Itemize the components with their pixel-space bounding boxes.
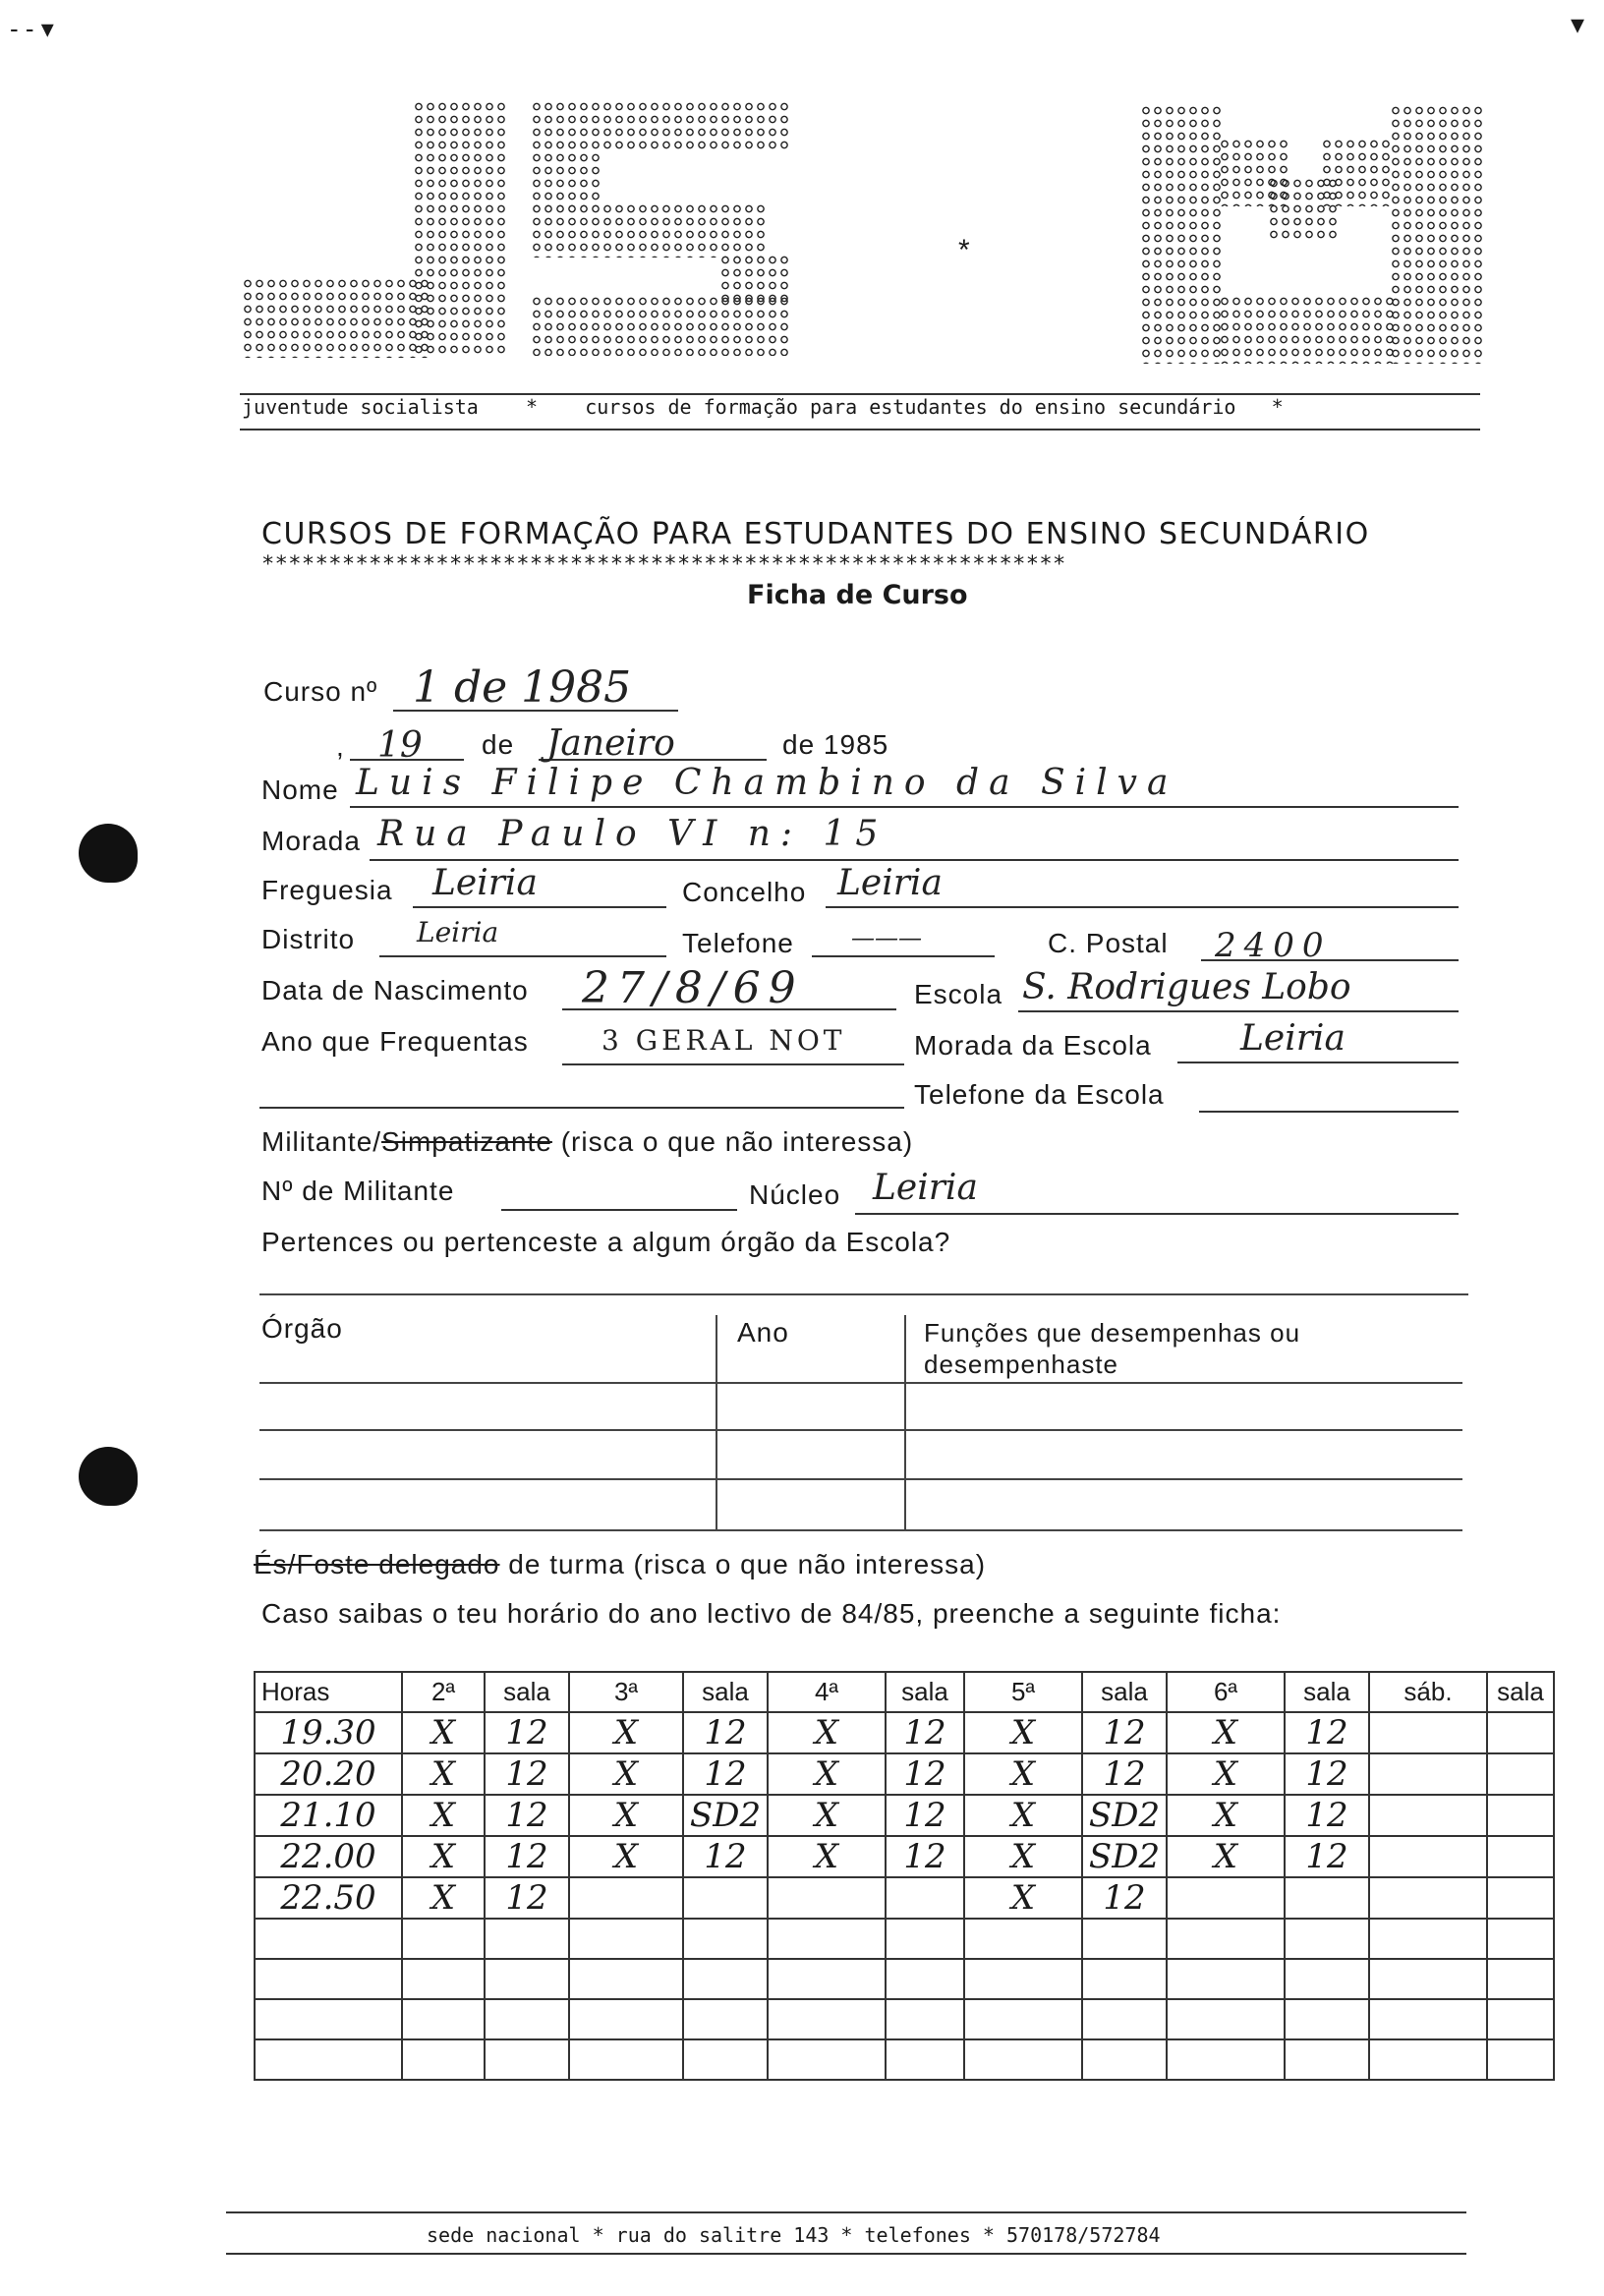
- schedule-cell[interactable]: [485, 1919, 569, 1959]
- schedule-cell[interactable]: X: [964, 1712, 1082, 1753]
- telefone-escola-field[interactable]: [1199, 1111, 1459, 1113]
- form-heading: CURSOS DE FORMAÇÃO PARA ESTUDANTES DO ENSINO SECUNDÁRIO: [261, 517, 1370, 551]
- scan-mark: ▾: [1571, 9, 1585, 39]
- schedule-cell[interactable]: [1487, 2039, 1554, 2080]
- schedule-cell[interactable]: [1167, 1877, 1285, 1919]
- schedule-cell[interactable]: X: [402, 1753, 485, 1795]
- schedule-cell[interactable]: [1082, 1919, 1167, 1959]
- schedule-cell[interactable]: X: [569, 1795, 683, 1836]
- schedule-cell[interactable]: X: [768, 1753, 886, 1795]
- orgao-col-header: Órgão: [261, 1313, 343, 1344]
- schedule-cell[interactable]: [886, 1877, 964, 1919]
- blank-line: [259, 1107, 904, 1109]
- schedule-cell[interactable]: [1082, 1959, 1167, 1999]
- form-subheading: Ficha de Curso: [747, 580, 968, 610]
- schedule-cell[interactable]: [255, 1919, 402, 1959]
- schedule-col-header: 5ª: [964, 1672, 1082, 1712]
- schedule-cell[interactable]: 22.50: [255, 1877, 402, 1919]
- schedule-cell[interactable]: 22.00: [255, 1836, 402, 1877]
- schedule-cell[interactable]: [255, 2039, 402, 2080]
- schedule-cell[interactable]: SD2: [1082, 1836, 1167, 1877]
- schedule-cell[interactable]: 20.20: [255, 1753, 402, 1795]
- schedule-col-header: sala: [886, 1672, 964, 1712]
- schedule-col-header: sala: [1082, 1672, 1167, 1712]
- curso-label: Curso nº: [263, 676, 378, 707]
- schedule-cell[interactable]: [1487, 1999, 1554, 2039]
- schedule-cell[interactable]: [569, 1999, 683, 2039]
- schedule-cell[interactable]: X: [964, 1753, 1082, 1795]
- schedule-cell[interactable]: X: [1167, 1836, 1285, 1877]
- schedule-cell[interactable]: 12: [886, 1795, 964, 1836]
- schedule-cell[interactable]: [1369, 1999, 1487, 2039]
- morada-label: Morada: [261, 826, 361, 856]
- morada-escola-label: Morada da Escola: [914, 1030, 1152, 1061]
- table-row: [255, 1959, 1554, 1999]
- schedule-cell[interactable]: [402, 1959, 485, 1999]
- schedule-cell[interactable]: [768, 2039, 886, 2080]
- date-de-2: de 1985: [782, 729, 889, 760]
- num-militante-label: Nº de Militante: [261, 1176, 455, 1206]
- ano-label: Ano que Frequentas: [261, 1026, 529, 1057]
- schedule-cell[interactable]: 12: [1082, 1877, 1167, 1919]
- schedule-cell[interactable]: [964, 1919, 1082, 1959]
- form-heading-stars: ************************************************************: [261, 552, 1066, 577]
- schedule-col-header: sala: [485, 1672, 569, 1712]
- schedule-cell[interactable]: [1487, 1836, 1554, 1877]
- schedule-col-header: 2ª: [402, 1672, 485, 1712]
- schedule-cell[interactable]: 12: [886, 1712, 964, 1753]
- nome-value[interactable]: Luis Filipe Chambino da Silva: [356, 763, 1178, 803]
- schedule-cell[interactable]: [569, 1877, 683, 1919]
- schedule-cell[interactable]: 12: [1285, 1836, 1369, 1877]
- schedule-cell[interactable]: [1167, 1959, 1285, 1999]
- schedule-cell[interactable]: X: [768, 1795, 886, 1836]
- schedule-cell[interactable]: 12: [886, 1753, 964, 1795]
- schedule-cell[interactable]: X: [964, 1795, 1082, 1836]
- schedule-col-header: sala: [1487, 1672, 1554, 1712]
- date-month[interactable]: Janeiro: [546, 723, 675, 764]
- schedule-cell[interactable]: 12: [485, 1836, 569, 1877]
- schedule-cell[interactable]: X: [569, 1753, 683, 1795]
- schedule-cell[interactable]: SD2: [683, 1795, 768, 1836]
- morada-value[interactable]: Rua Paulo VI n: 15: [377, 814, 888, 854]
- schedule-cell[interactable]: 19.30: [255, 1712, 402, 1753]
- header-rule-bottom: [240, 429, 1480, 430]
- nucleo-label: Núcleo: [749, 1179, 841, 1210]
- table-row: [255, 1877, 1554, 1919]
- schedule-cell[interactable]: [1285, 2039, 1369, 2080]
- schedule-cell[interactable]: 12: [683, 1753, 768, 1795]
- schedule-cell[interactable]: X: [768, 1836, 886, 1877]
- schedule-cell[interactable]: X: [402, 1712, 485, 1753]
- schedule-cell[interactable]: X: [1167, 1795, 1285, 1836]
- schedule-cell[interactable]: X: [1167, 1712, 1285, 1753]
- schedule-cell[interactable]: [1487, 1753, 1554, 1795]
- schedule-cell[interactable]: X: [964, 1877, 1082, 1919]
- schedule-cell[interactable]: [1369, 1795, 1487, 1836]
- funcoes-col-header: Funções que desempenhas ou desempenhaste: [924, 1318, 1301, 1379]
- schedule-cell[interactable]: [1285, 1877, 1369, 1919]
- schedule-cell[interactable]: [886, 1999, 964, 2039]
- schedule-cell[interactable]: [1369, 1877, 1487, 1919]
- schedule-cell[interactable]: [683, 2039, 768, 2080]
- telefone-escola-label: Telefone da Escola: [914, 1079, 1165, 1110]
- ano-col-header: Ano: [737, 1317, 789, 1348]
- schedule-col-header: sáb.: [1369, 1672, 1487, 1712]
- schedule-cell[interactable]: [768, 1877, 886, 1919]
- militante-hint: (risca o que não interessa): [560, 1126, 914, 1157]
- schedule-cell[interactable]: [1369, 1712, 1487, 1753]
- schedule-cell[interactable]: [1285, 1919, 1369, 1959]
- schedule-cell[interactable]: 12: [1285, 1753, 1369, 1795]
- schedule-cell[interactable]: [683, 1877, 768, 1919]
- schedule-cell[interactable]: [1167, 1919, 1285, 1959]
- schedule-cell[interactable]: [964, 1999, 1082, 2039]
- schedule-cell[interactable]: [255, 1959, 402, 1999]
- schedule-cell[interactable]: [485, 1999, 569, 2039]
- schedule-cell[interactable]: [1487, 1795, 1554, 1836]
- distrito-label: Distrito: [261, 924, 356, 954]
- schedule-cell[interactable]: X: [1167, 1753, 1285, 1795]
- schedule-cell[interactable]: [485, 1959, 569, 1999]
- schedule-col-header: sala: [1285, 1672, 1369, 1712]
- schedule-cell[interactable]: X: [402, 1836, 485, 1877]
- schedule-col-header: 6ª: [1167, 1672, 1285, 1712]
- footer-rule-top: [226, 2211, 1466, 2213]
- schedule-cell[interactable]: [964, 1959, 1082, 1999]
- schedule-cell[interactable]: [1167, 1999, 1285, 2039]
- concelho-value[interactable]: Leiria: [837, 863, 943, 903]
- num-militante-field[interactable]: [501, 1209, 737, 1211]
- schedule-cell[interactable]: [768, 1959, 886, 1999]
- schedule-cell[interactable]: [1487, 1959, 1554, 1999]
- schedule-cell[interactable]: [768, 1999, 886, 2039]
- telefone-value[interactable]: ———: [851, 924, 922, 951]
- schedule-cell[interactable]: 12: [683, 1712, 768, 1753]
- footer-rule-bottom: [226, 2253, 1466, 2255]
- freguesia-value[interactable]: Leiria: [432, 863, 538, 903]
- schedule-cell[interactable]: [683, 1959, 768, 1999]
- schedule-cell[interactable]: X: [768, 1712, 886, 1753]
- schedule-cell[interactable]: X: [402, 1795, 485, 1836]
- orgao-question: Pertences ou pertenceste a algum órgão da Escola?: [261, 1227, 951, 1257]
- schedule-cell[interactable]: [1369, 1959, 1487, 1999]
- delegado-struck: És/Foste delegado: [254, 1549, 500, 1579]
- table-row: [255, 1919, 1554, 1959]
- schedule-cell[interactable]: [569, 2039, 683, 2080]
- telefone-label: Telefone: [682, 928, 794, 958]
- date-de-1: de: [482, 729, 515, 760]
- schedule-cell[interactable]: [255, 1999, 402, 2039]
- schedule-cell[interactable]: [485, 2039, 569, 2080]
- schedule-cell[interactable]: [1369, 2039, 1487, 2080]
- table-row: [255, 1999, 1554, 2039]
- schedule-cell[interactable]: X: [402, 1877, 485, 1919]
- nome-label: Nome: [261, 775, 339, 805]
- table-row: [255, 1712, 1554, 1753]
- schedule-cell[interactable]: [1369, 1919, 1487, 1959]
- schedule-cell[interactable]: X: [569, 1836, 683, 1877]
- schedule-cell[interactable]: [886, 2039, 964, 2080]
- schedule-cell[interactable]: X: [964, 1836, 1082, 1877]
- date-day[interactable]: 19: [377, 725, 423, 766]
- schedule-cell[interactable]: [569, 1959, 683, 1999]
- punch-hole: [79, 824, 138, 883]
- schedule-cell[interactable]: 12: [485, 1877, 569, 1919]
- schedule-cell[interactable]: [1487, 1919, 1554, 1959]
- schedule-cell[interactable]: [1487, 1877, 1554, 1919]
- morada-escola-value[interactable]: Leiria: [1240, 1018, 1346, 1059]
- schedule-cell[interactable]: 12: [485, 1795, 569, 1836]
- schedule-cell[interactable]: [768, 1919, 886, 1959]
- schedule-cell[interactable]: [683, 1999, 768, 2039]
- table-row: [255, 1836, 1554, 1877]
- schedule-cell[interactable]: [683, 1919, 768, 1959]
- schedule-col-header: 4ª: [768, 1672, 886, 1712]
- orgao-table-top: [259, 1293, 1468, 1295]
- table-row: [255, 1753, 1554, 1795]
- schedule-cell[interactable]: [402, 1999, 485, 2039]
- postal-label: C. Postal: [1048, 928, 1169, 958]
- simpatizante-label: Simpatizante: [381, 1126, 552, 1157]
- escola-label: Escola: [914, 979, 1003, 1009]
- schedule-cell[interactable]: 12: [683, 1836, 768, 1877]
- schedule-cell[interactable]: X: [569, 1712, 683, 1753]
- schedule-col-header: sala: [683, 1672, 768, 1712]
- scan-mark: - - ▾: [10, 14, 54, 43]
- curso-value[interactable]: 1 de 1985: [413, 662, 632, 713]
- table-row: [255, 2039, 1554, 2080]
- schedule-cell[interactable]: [569, 1919, 683, 1959]
- schedule-col-header: 3ª: [569, 1672, 683, 1712]
- schedule-cell[interactable]: [1487, 1712, 1554, 1753]
- freguesia-label: Freguesia: [261, 875, 393, 905]
- schedule-col-header: Horas: [255, 1672, 402, 1712]
- schedule-cell[interactable]: 12: [886, 1836, 964, 1877]
- schedule-cell[interactable]: 12: [1082, 1712, 1167, 1753]
- schedule-cell[interactable]: 21.10: [255, 1795, 402, 1836]
- nascimento-value[interactable]: 27/8/69: [582, 963, 804, 1013]
- footer-address: sede nacional * rua do salitre 143 * telefones * 570178/572784: [427, 2223, 1161, 2247]
- horario-prompt: Caso saibas o teu horário do ano lectivo de 84/85, preenche a seguinte ficha:: [261, 1598, 1282, 1629]
- schedule-cell[interactable]: 12: [485, 1712, 569, 1753]
- schedule-cell[interactable]: [402, 1919, 485, 1959]
- schedule-cell[interactable]: 12: [485, 1753, 569, 1795]
- delegado-row: [254, 1549, 986, 1580]
- militante-label: Militante/: [261, 1126, 382, 1157]
- schedule-cell[interactable]: [1082, 1999, 1167, 2039]
- nucleo-value[interactable]: Leiria: [873, 1168, 978, 1208]
- postal-value[interactable]: 2400: [1215, 926, 1332, 965]
- schedule-cell[interactable]: [1285, 1959, 1369, 1999]
- header-subtitle: juventude socialista * cursos de formação para estudantes do ensino secundário *: [242, 395, 1284, 419]
- schedule-cell[interactable]: [402, 2039, 485, 2080]
- schedule-cell[interactable]: [1369, 1753, 1487, 1795]
- escola-value[interactable]: S. Rodrigues Lobo: [1022, 967, 1351, 1007]
- nascimento-label: Data de Nascimento: [261, 975, 529, 1005]
- schedule-header-row: [255, 1672, 1554, 1712]
- schedule-cell[interactable]: [1082, 2039, 1167, 2080]
- ano-value[interactable]: 3 GERAL NOT: [602, 1024, 846, 1057]
- distrito-value[interactable]: Leiria: [417, 916, 499, 948]
- schedule-cell[interactable]: [1285, 1999, 1369, 2039]
- schedule-cell[interactable]: SD2: [1082, 1795, 1167, 1836]
- table-row: [255, 1795, 1554, 1836]
- schedule-cell[interactable]: [886, 1919, 964, 1959]
- schedule-cell[interactable]: [964, 2039, 1082, 2080]
- punch-hole: [79, 1447, 138, 1506]
- concelho-label: Concelho: [682, 877, 807, 907]
- schedule-cell[interactable]: 12: [1082, 1753, 1167, 1795]
- schedule-cell[interactable]: [886, 1959, 964, 1999]
- schedule-cell[interactable]: [1369, 1836, 1487, 1877]
- schedule-cell[interactable]: [1167, 2039, 1285, 2080]
- militante-row: [261, 1126, 913, 1158]
- delegado-rest: de turma (risca o que não interessa): [508, 1549, 987, 1579]
- schedule-cell[interactable]: 12: [1285, 1795, 1369, 1836]
- schedule-table: [254, 1671, 1555, 2081]
- schedule-cell[interactable]: 12: [1285, 1712, 1369, 1753]
